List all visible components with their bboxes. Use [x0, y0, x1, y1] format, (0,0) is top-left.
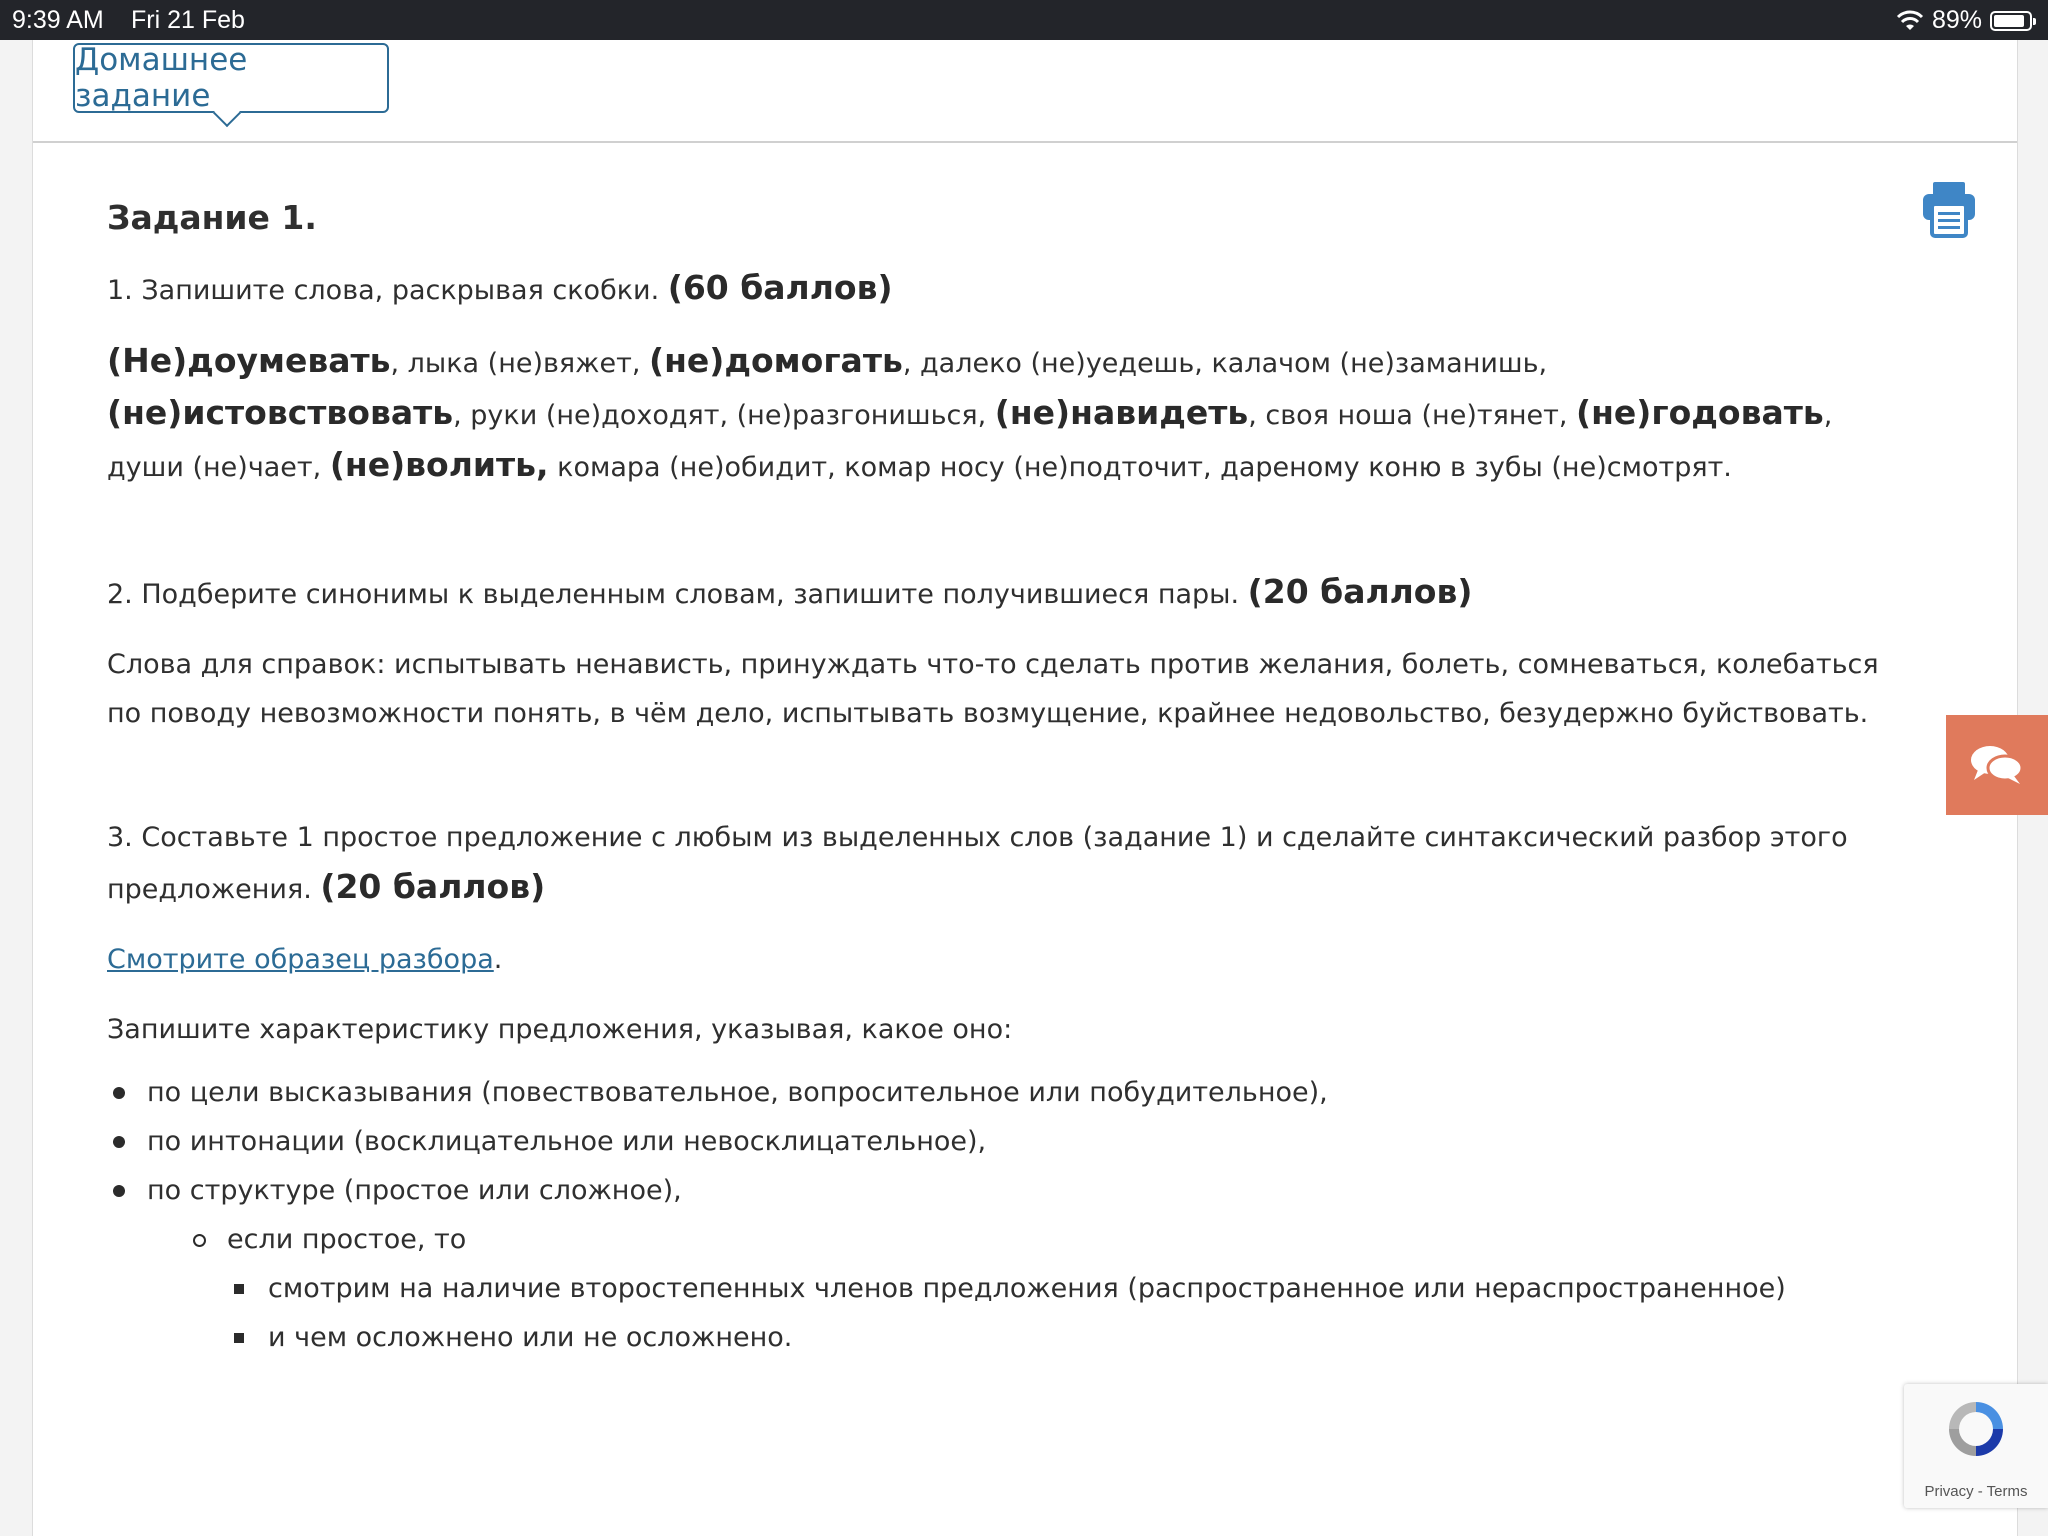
tab-label: Домашнее задание	[75, 42, 248, 114]
recaptcha-terms[interactable]: Privacy - Terms	[1924, 1483, 2028, 1500]
q3-link-line: Смотрите образец разбора.	[107, 944, 503, 975]
q1-heading: 1. Запишите слова, раскрывая скобки. (60 баллов)	[107, 268, 893, 307]
list-item: по цели высказывания (повествовательное, вопросительное или побудительное),	[107, 1068, 1907, 1117]
highlighted-word: (Не)доумевать	[107, 341, 391, 380]
task-title: Задание 1.	[107, 198, 317, 237]
chat-button[interactable]	[1946, 715, 2048, 815]
word-text: комара (не)обидит, комар носу (не)подточит, дареному коню в зубы (не)смотрят.	[548, 452, 1732, 483]
status-date: Fri 21 Feb	[131, 6, 245, 34]
q3-heading: 3. Составьте 1 простое предложение с любым из выделенных слов (задание 1) и сделайте синтаксический разбор этого предложения. (20 баллов)	[107, 822, 1848, 906]
tab-homework[interactable]	[73, 43, 389, 113]
highlighted-word: (не)волить,	[329, 445, 549, 484]
q2-heading: 2. Подберите синонимы к выделенным словам, запишите получившиеся пары. (20 баллов)	[107, 572, 1473, 611]
battery-percent: 89%	[1931, 6, 1982, 34]
q3-instruction: Запишите характеристику предложения, указывая, какое оно:	[107, 1014, 1013, 1045]
status-time: 9:39 AM	[12, 6, 104, 34]
sub-sub-list-item: смотрим на наличие второстепенных членов предложения (распространенное или нераспространенное)	[228, 1264, 1907, 1313]
task-content	[107, 195, 1907, 1362]
sub-sub-list-item: и чем осложнено или не осложнено.	[228, 1313, 1907, 1362]
print-icon[interactable]	[1921, 180, 1977, 238]
q2-hint: Слова для справок: испытывать ненависть, принуждать что-то сделать против желания, болеть, сомневаться, колебаться по поводу невозможности понять, в чём дело, испытывать возмущение, крайнее недовольство, безудержно буйствовать.	[107, 649, 1879, 729]
chat-icon	[1970, 744, 2024, 786]
word-text: , лыка (не)вяжет,	[390, 348, 649, 379]
wifi-icon	[1896, 10, 1924, 32]
sub-list-item: если простое, то смотрим на наличие второстепенных членов предложения (распространенное или нераспространенное) и чем осложнено или не осложнено.	[187, 1215, 1907, 1362]
highlighted-word: (не)годовать	[1575, 393, 1824, 432]
highlighted-word: (не)истовствовать	[107, 393, 454, 432]
word-text: , далеко (не)уедешь, калачом (не)заманишь,	[902, 348, 1548, 379]
highlighted-word: (не)домогать	[649, 341, 903, 380]
word-text: , руки (не)доходят, (не)разгонишься,	[453, 400, 995, 431]
battery-icon	[1990, 11, 2032, 31]
list-item: по структуре (простое или сложное), если простое, то смотрим на наличие второстепенных членов предложения (распространенное или нераспространенное) и чем осложнено или не осложнено.	[107, 1166, 1907, 1362]
status-bar	[0, 0, 2048, 40]
sample-analysis-link[interactable]: Смотрите образец разбора	[107, 944, 494, 975]
q1-word-list	[107, 336, 1907, 492]
highlighted-word: (не)навидеть	[994, 393, 1249, 432]
characteristics-list	[107, 1068, 1907, 1362]
status-right	[1896, 6, 2032, 35]
word-text: , своя ноша (не)тянет,	[1248, 400, 1576, 431]
list-item: по интонации (восклицательное или невосклицательное),	[107, 1117, 1907, 1166]
recaptcha-logo-icon	[1941, 1394, 2011, 1464]
word-text: , души (не)чает,	[107, 400, 1833, 483]
recaptcha-badge[interactable]	[1904, 1384, 2048, 1508]
tab-divider	[33, 141, 2017, 143]
